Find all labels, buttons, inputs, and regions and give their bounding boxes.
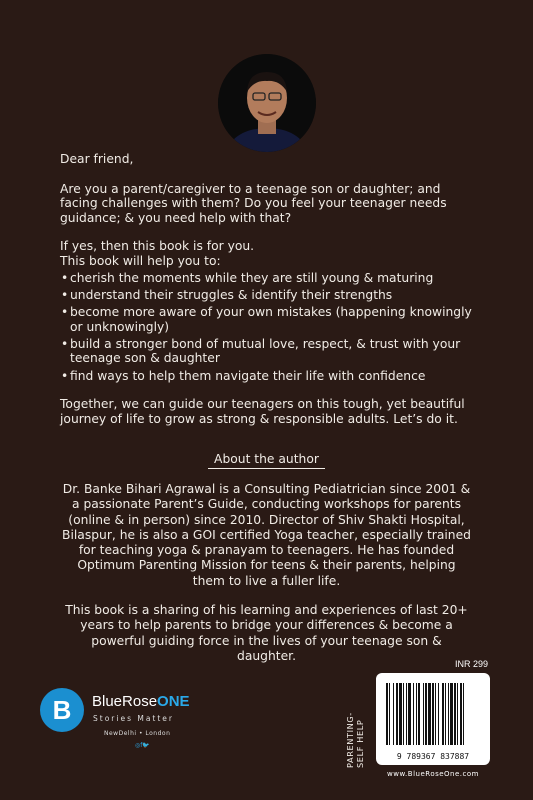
benefits-list [60, 271, 480, 384]
publisher-tagline: Stories Matter [93, 714, 175, 723]
bio-paragraph-2: This book is a sharing of his learning and experiences of last 20+ years to help parents to bridge your differences & become a powerful guiding force in the lives of your teenage son & daughter. [65, 603, 468, 663]
bio-paragraph-1: Dr. Banke Bihari Agrawal is a Consulting Pediatrician since 2001 & a passionate Parent’s Guide, conducting workshops for parents (online & in person) since 2010. Director of Shiv Shakti Hospital, Bilaspur, he is also a GOI certified Yoga teacher, especially trained for teaching yoga & pranayam to teenagers. He has founded Optimum Parenting Mission for teens & their parents, helping them to live a fuller life. [62, 482, 471, 588]
letter-paragraph-2a: If yes, then this book is for you. [60, 239, 255, 254]
greeting: Dear friend, [60, 152, 134, 166]
letter-paragraph-1: Are you a parent/caregiver to a teenage son or daughter; and facing challenges with them? Do you feel your teenager needs guidance; & you need help with that? [60, 181, 447, 225]
letter-closing: Together, we can guide our teenagers on this tough, yet beautiful journey of life to grow as strong & responsible adults. Let’s do it. [60, 397, 465, 426]
about-author-heading: About the author [0, 452, 533, 469]
letter [60, 152, 480, 426]
list-item: • cherish the moments while they are still young & maturing [60, 271, 480, 286]
publisher-logo [40, 688, 220, 778]
author-photo [218, 54, 316, 152]
publisher-name: BlueRoseONE [92, 693, 190, 710]
price: INR 299 [455, 659, 489, 669]
author-bio [60, 482, 473, 664]
isbn-number: 9 789367 837887 [396, 752, 470, 761]
list-item: • understand their struggles & identify their strengths [60, 288, 480, 303]
social-icons: ◎f🐦 [135, 742, 150, 749]
list-item: • find ways to help them navigate their life with confidence [60, 369, 480, 384]
publisher-website: www.BlueRoseOne.com [387, 770, 479, 778]
list-item: • build a stronger bond of mutual love, respect, & trust with your teenage son & daughter [60, 337, 480, 366]
logo-letter: B [52, 694, 72, 725]
list-item: • become more aware of your own mistakes (happening knowingly or unknowingly) [60, 305, 480, 334]
publisher-cities: NewDelhi • London [104, 730, 171, 737]
genre-label: PARENTING- SELF HELP [345, 712, 365, 768]
letter-paragraph-2b: This book will help you to: [60, 253, 221, 268]
